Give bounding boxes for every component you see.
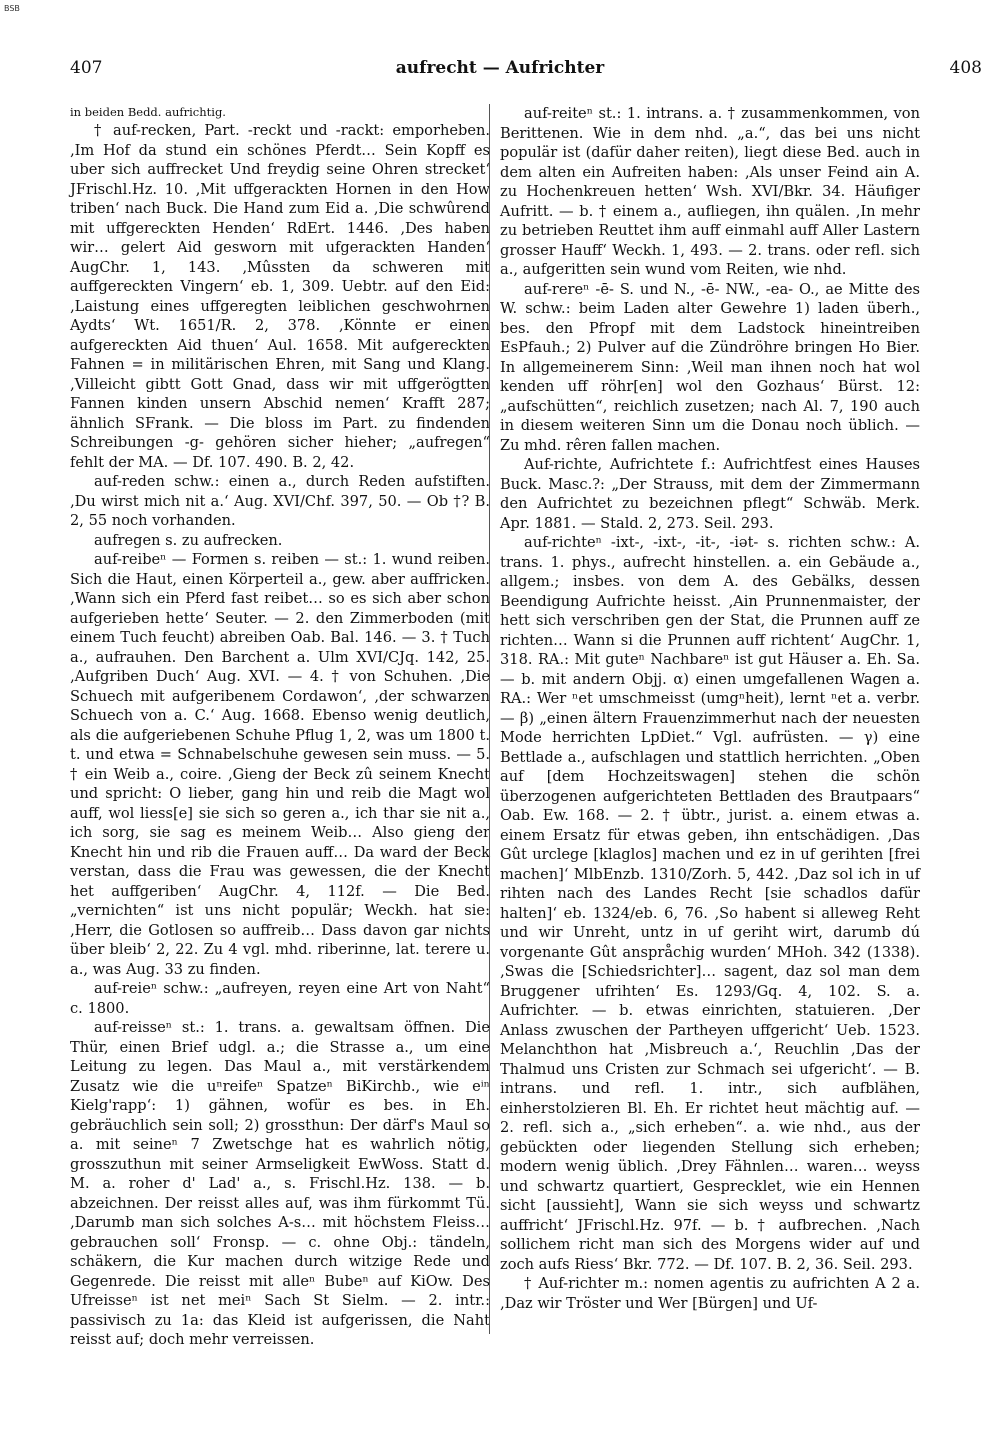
entry-paragraph: † Auf-richter m.: nomen agentis zu aufrichten A 2 a. ‚Daz wir Tröster und Wer [Bürgen] und Uf- bbox=[500, 1275, 920, 1312]
running-head: aufrecht — Aufrichter bbox=[395, 58, 605, 78]
page-number-left: 407 bbox=[70, 58, 103, 78]
entry-paragraph: auf-reden schw.: einen a., durch Reden aufstiften. ‚Du wirst mich nit a.‘ Aug. XVI/Chf. 397, 50. — Ob †? B. 2, 55 noch vorhanden. bbox=[70, 473, 490, 529]
left-column bbox=[70, 104, 490, 1350]
entry-paragraph: auf-reibeⁿ — Formen s. reiben — st.: 1. wund reiben. Sich die Haut, einen Körperteil a., gew. aber auffricken. ‚Wann sich ein Pferd fast reibet… so es sich aber schon aufgerieben hette‘ Seuter. — 2. den Zimmerboden (mit einem Tuch feucht) abreiben Oab. Bal. 146. — 3. † Tuch a., aufrauhen. Den Barchent a. Ulm XVI/CJq. 142, 25. ‚Aufgriben Duch‘ Aug. XVI. — 4. † von Schuhen. ‚Die Schuech mit aufgeribenem Cordawon‘, ‚der schwarzen Schuech von a. C.‘ Aug. 1668. Ebenso wenig deutlich, als die aufgeriebenen Schuhe Pflug 1, 2, was um 1800 t. t. und etwa = Schnabelschuhe gewesen sein muss. — 5. † ein Weib a., coire. ‚Gieng der Beck zû seinem Knecht und spricht: O lieber, gang hin und reib die Magt wol auff, wol liess[e] sie sich so geren a., ich thar sie nit a., ich sorg, sie sag es meinem Weib… Also gieng der Knecht hin und rib die Frauen auff… Da ward der Beck verstan, dass die Frau was gewessen, die der Knecht het auffgeriben‘ AugChr. 4, 112f. — Die Bed. „vernichten“ ist uns nicht populär; Weckh. hat sie: ‚Herr, die Gotlosen so auffreib… Dass davon gar nichts über bleib‘ 2, 22. Zu 4 vgl. mhd. riberinne, lat. terere u. a., was Aug. 33 zu finden. bbox=[70, 551, 490, 978]
entry-paragraph: † auf-recken, Part. -reckt und -rackt: emporheben. ‚Im Hof da stund ein schönes Pferdt… Sein Kopff es uber sich auffrecket Und freydig seine Ohren strecket‘ JFrischl.Hz. 10. ‚Mit uffgerackten Hornen in den How triben‘ nach Buck. Die Hand zum Eid a. ‚Die schwûrend mit uffgereckten Henden‘ RdErt. 1446. ‚Des haben wir… gelert Aid gesworn mit ufgerackten Handen‘ AugChr. 1, 143. ‚Mûssten da schweren mit auffgereckten Vingern‘ eb. 1, 309. Uebtr. auf den Eid: ‚Laistung eines uffgeregten leiblichen geschwohrnen Aydts‘ Wt. 1651/R. 2, 378. ‚Könnte er einen aufgereckten Aid thuen‘ Aul. 1658. Mit aufgereckten Fahnen = in militärischen Ehren, mit Sang und Klang. ‚Villeicht gibtt Gott Gnad, dass wir mit uffgerögtten Fannen kinden unsern Abschid nemen‘ Krafft 287; ähnlich SFrank. — Die bloss im Part. zu findenden Schreibungen -g- gehören sicher hieher; „aufregen“ fehlt der MA. — Df. 107. 490. B. 2, 42. bbox=[70, 122, 490, 471]
entry-paragraph: aufregen s. zu aufrecken. bbox=[94, 531, 283, 549]
entry-paragraph: in beiden Bedd. aufrichtig. bbox=[70, 105, 226, 119]
entry-paragraph: Auf-richte, Aufrichtete f.: Aufrichtfest eines Hauses Buck. Masc.?: „Der Strauss, mit dem der Zimmermann den Aufrichtet zu bezeichnen pflegt“ Schwäb. Merk. Apr. 1881. — Stald. 2, 273. Seil. 293. bbox=[500, 456, 920, 532]
right-column bbox=[500, 104, 920, 1313]
entry-paragraph: auf-richteⁿ -ixt-, -ixt-, -it-, -iət- s. richten schw.: A. trans. 1. phys., aufrecht hinstellen. a. ein Gebäude a., allgem.; insbes. von dem A. des Gebälks, dessen Beendigung Aufrichte heisst. ‚Ain Prunnenmaister, der hett sich verschriben gen der Stat, die Prunnen auff ze richten… Wann si die Prunnen auff richtent‘ AugChr. 1, 318. RA.: Mit guteⁿ Nachbareⁿ ist gut Häuser a. Eh. Sa. — b. mit andern Objj. α) einen umgefallenen Wagen a. RA.: Wer ⁿet umschmeisst (umgⁿheit), lernt ⁿet a. verbr. — β) „einen ältern Frauenzimmerhut nach der neuesten Mode herrichten LpDiet.“ Vgl. aufrüsten. — γ) eine Bettlade a., aufschlagen und stattlich herrichten. „Oben auf [dem Hochzeitswagen] stehen die schön überzogenen aufgerichteten Bettladen des Brautpaars“ Oab. Ew. 168. — 2. † übtr., jurist. a. einem etwas a. einem Ersatz für etwas geben, ihn entschädigen. ‚Das Gût urclege [klaglos] machen und ez in uf gerihten [frei machen]‘ MlbEnzb. 1310/Zorh. 5, 442. ‚Daz sol ich in uf rihten nach des Landes Recht [sie schadlos dafür halten]‘ eb. 1324/eb. 6, 76. ‚So habent si alleweg Reht und wir Unreht, untz in uf geriht wirt, darumb dú vorgenante Gût anspråchig wurden‘ MHoh. 342 (1338). ‚Swas die [Schiedsrichter]… sagent, daz sol man dem Bruggener ufrihten‘ Es. 1293/Gq. 4, 102. S. a. Aufrichter. — b. etwas einrichten, statuieren. ‚Der Anlass zwuschen der Partheyen uffgericht‘ Ueb. 1523. Melanchthon hat ‚Misbreuch a.‘, Reuchlin ‚Das der Thalmud uns Cristen zur Schmach sei ufgericht‘. — B. intrans. und refl. 1. intr., sich aufblähen, einherstolzieren Bl. Eh. Er richtet heut mächtig auf. — 2. refl. sich a., „sich erheben“. a. wie nhd., aus der gebückten oder liegenden Stellung sich erheben; modern wenig üblich. ‚Drey Fähnlen… waren… weyss und schwartz quartiert, Gesprecklet, wie ein Hennen sicht [aussieht], Wann sie sich weyss und schwartz auffricht‘ JFrischl.Hz. 97f. — b. † aufbrechen. ‚Nach sollichem richt man sich des Morgens wider auf und zoch aufs Riess‘ Bkr. 772. — Df. 107. B. 2, 36. Seil. 293. bbox=[500, 534, 920, 1273]
page-header bbox=[70, 58, 982, 84]
entry-paragraph: auf-reisseⁿ st.: 1. trans. a. gewaltsam öffnen. Die Thür, einen Brief udgl. a.; die Strasse a., um eine Leitung zu legen. Das Maul a., mit verstärkendem Zusatz wie die uⁿreifeⁿ Spatzeⁿ BiKirchb., wie eⁱⁿ Kielg'rapp‘: 1) gähnen, wofür es bes. in Eh. gebräuchlich sein soll; 2) grossthun: Der därf's Maul so a. mit seineⁿ 7 Zwetschge hat es wahrlich nötig, grosszuthun mit seiner Armseligkeit EwWoss. Statt d. M. a. roher d' Lad' a., s. Frischl.Hz. 138. — b. abzeichnen. Der reisst alles auf, was ihm fürkommt Tü. ‚Darumb man sich solches A-s… mit höchstem Fleiss… gebrauchen soll‘ Fronsp. — c. ohne Obj.: tändeln, schäkern, die Kur machen durch witzige Rede und Gegenrede. Die reisst mit alleⁿ Bubeⁿ auf KiOw. Des Ufreisseⁿ ist net meiⁿ Sach St Sielm. — 2. intr.: passivisch zu 1a: das Kleid ist aufgerissen, die Naht reisst auf; doch mehr verreissen. bbox=[70, 1019, 490, 1348]
library-stamp: BSB bbox=[4, 4, 20, 13]
entry-paragraph: auf-reieⁿ schw.: „aufreyen, reyen eine Art von Naht“ c. 1800. bbox=[70, 980, 490, 1017]
entry-paragraph: auf-reiteⁿ st.: 1. intrans. a. † zusammenkommen, von Berittenen. Wie in dem nhd. „a.“, das bei uns nicht populär ist (dafür daher reiten), liegt diese Bed. auch in dem alten ein Aufreiten haben: ‚Als unser Feind ain A. zu Hochenkreuen hetten‘ Wsh. XVI/Bkr. 34. Häufiger Aufritt. — b. † einem a., aufliegen, ihn quälen. ‚In mehr zu betrieben Reuttet ihm auff einmahl auff Aller Lastern grosser Hauff‘ Weckh. 1, 493. — 2. trans. oder refl. sich a., aufgeritten sein wund vom Reiten, wie nhd. bbox=[500, 105, 920, 278]
entry-paragraph: auf-rereⁿ -ē- S. und N., -ē- NW., -ea- O., ae Mitte des W. schw.: beim Laden alter Gewehre 1) laden überh., bes. den Pfropf mit dem Ladstock hineintreiben EsPfauh.; 2) Pulver auf die Zündröhre bringen Ho Bier. In allgemeinerem Sinn: ‚Weil man ihnen noch hat wol kenden uff röhr[en] wol den Gozhaus‘ Bürst. 12: „aufschütten“, reichlich zusetzen; nach Al. 7, 190 auch in diesem weiteren Sinn um die Donau noch üblich. — Zu mhd. rêren fallen machen. bbox=[500, 280, 920, 454]
page-number-right: 408 bbox=[949, 58, 982, 78]
column-divider bbox=[489, 104, 490, 1334]
